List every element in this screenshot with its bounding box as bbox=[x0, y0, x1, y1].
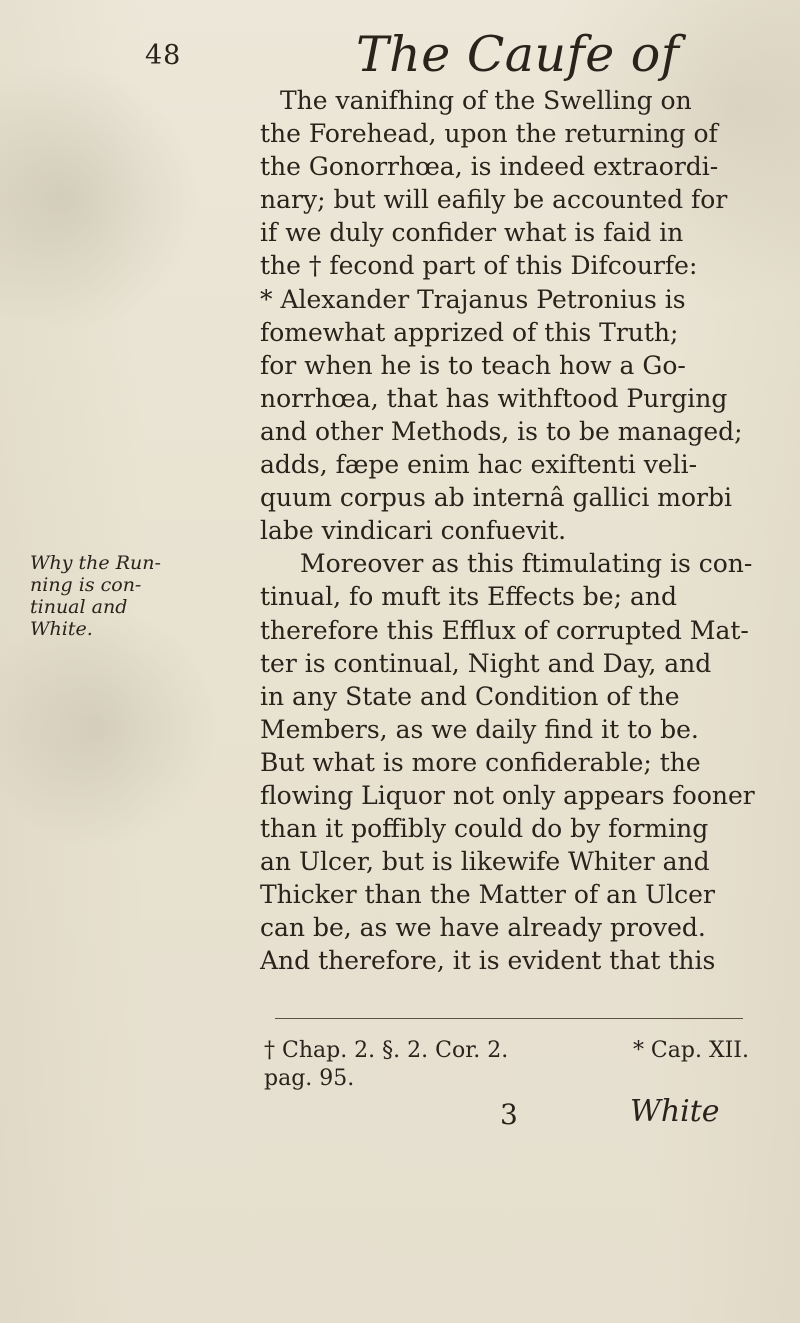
main-text bbox=[260, 84, 755, 978]
text-line: therefore this Efflux of corrupted Mat- bbox=[260, 615, 749, 645]
footnote-left: † Chap. 2. §. 2. Cor. 2. bbox=[264, 1038, 509, 1063]
text-line: nary; but will eafily be accounted for bbox=[260, 185, 728, 215]
text-line: But what is more confiderable; the bbox=[260, 747, 701, 777]
text-line: the † fecond part of this Difcourfe: bbox=[260, 251, 698, 281]
footnote-continuation: pag. 95. bbox=[264, 1066, 355, 1091]
text-line: Thicker than the Matter of an Ulcer bbox=[260, 880, 715, 910]
text-line: for when he is to teach how a Go- bbox=[260, 350, 686, 380]
page-number: 48 bbox=[145, 40, 182, 71]
text-line: norrhœa, that has withftood Purging bbox=[260, 383, 728, 413]
text-line: in any State and Condition of the bbox=[260, 681, 680, 711]
text-line: flowing Liquor not only appears fooner bbox=[260, 780, 755, 810]
marginal-note-line: White. bbox=[30, 618, 93, 640]
footnote-divider bbox=[275, 1018, 743, 1019]
text-line: quum corpus ab internâ gallici morbi bbox=[260, 483, 732, 513]
text-line: than it poffibly could do by forming bbox=[260, 814, 709, 844]
text-line: tinual, fo muft its Effects be; and bbox=[260, 582, 677, 612]
running-head: The Caufe of bbox=[356, 26, 680, 83]
text-line: Members, as we daily find it to be. bbox=[260, 714, 699, 744]
marginal-note bbox=[30, 552, 235, 640]
marginal-note-line: ning is con- bbox=[30, 574, 142, 596]
text-line: Moreover as this ftimulating is con- bbox=[300, 549, 753, 579]
text-line: * Alexander Trajanus Petronius is bbox=[260, 284, 686, 314]
catchword: White bbox=[630, 1094, 720, 1129]
footnote-right: * Cap. XII. bbox=[632, 1038, 749, 1063]
text-line: The vanifhing of the Swelling on bbox=[280, 86, 692, 115]
text-line: ter is continual, Night and Day, and bbox=[260, 648, 712, 678]
footnotes bbox=[264, 1038, 749, 1091]
text-line: an Ulcer, but is likewife Whiter and bbox=[260, 847, 710, 877]
text-line: fomewhat apprized of this Truth; bbox=[260, 317, 679, 347]
text-line: can be, as we have already proved. bbox=[260, 913, 706, 943]
signature-mark: 3 bbox=[500, 1098, 518, 1131]
text-line: if we duly confider what is faid in bbox=[260, 218, 684, 248]
text-line: labe vindicari confuevit. bbox=[260, 516, 567, 546]
text-line: and other Methods, is to be managed; bbox=[260, 416, 743, 446]
footnote-row bbox=[264, 1038, 749, 1063]
marginal-note-line: Why the Run- bbox=[30, 552, 161, 574]
marginal-note-line: tinual and bbox=[30, 596, 128, 618]
text-line: And therefore, it is evident that this bbox=[260, 946, 716, 976]
text-line: adds, fæpe enim hac exiftenti veli- bbox=[260, 450, 698, 480]
text-line: the Forehead, upon the returning of bbox=[260, 119, 718, 149]
text-line: the Gonorrhœa, is indeed extraordi- bbox=[260, 152, 719, 182]
